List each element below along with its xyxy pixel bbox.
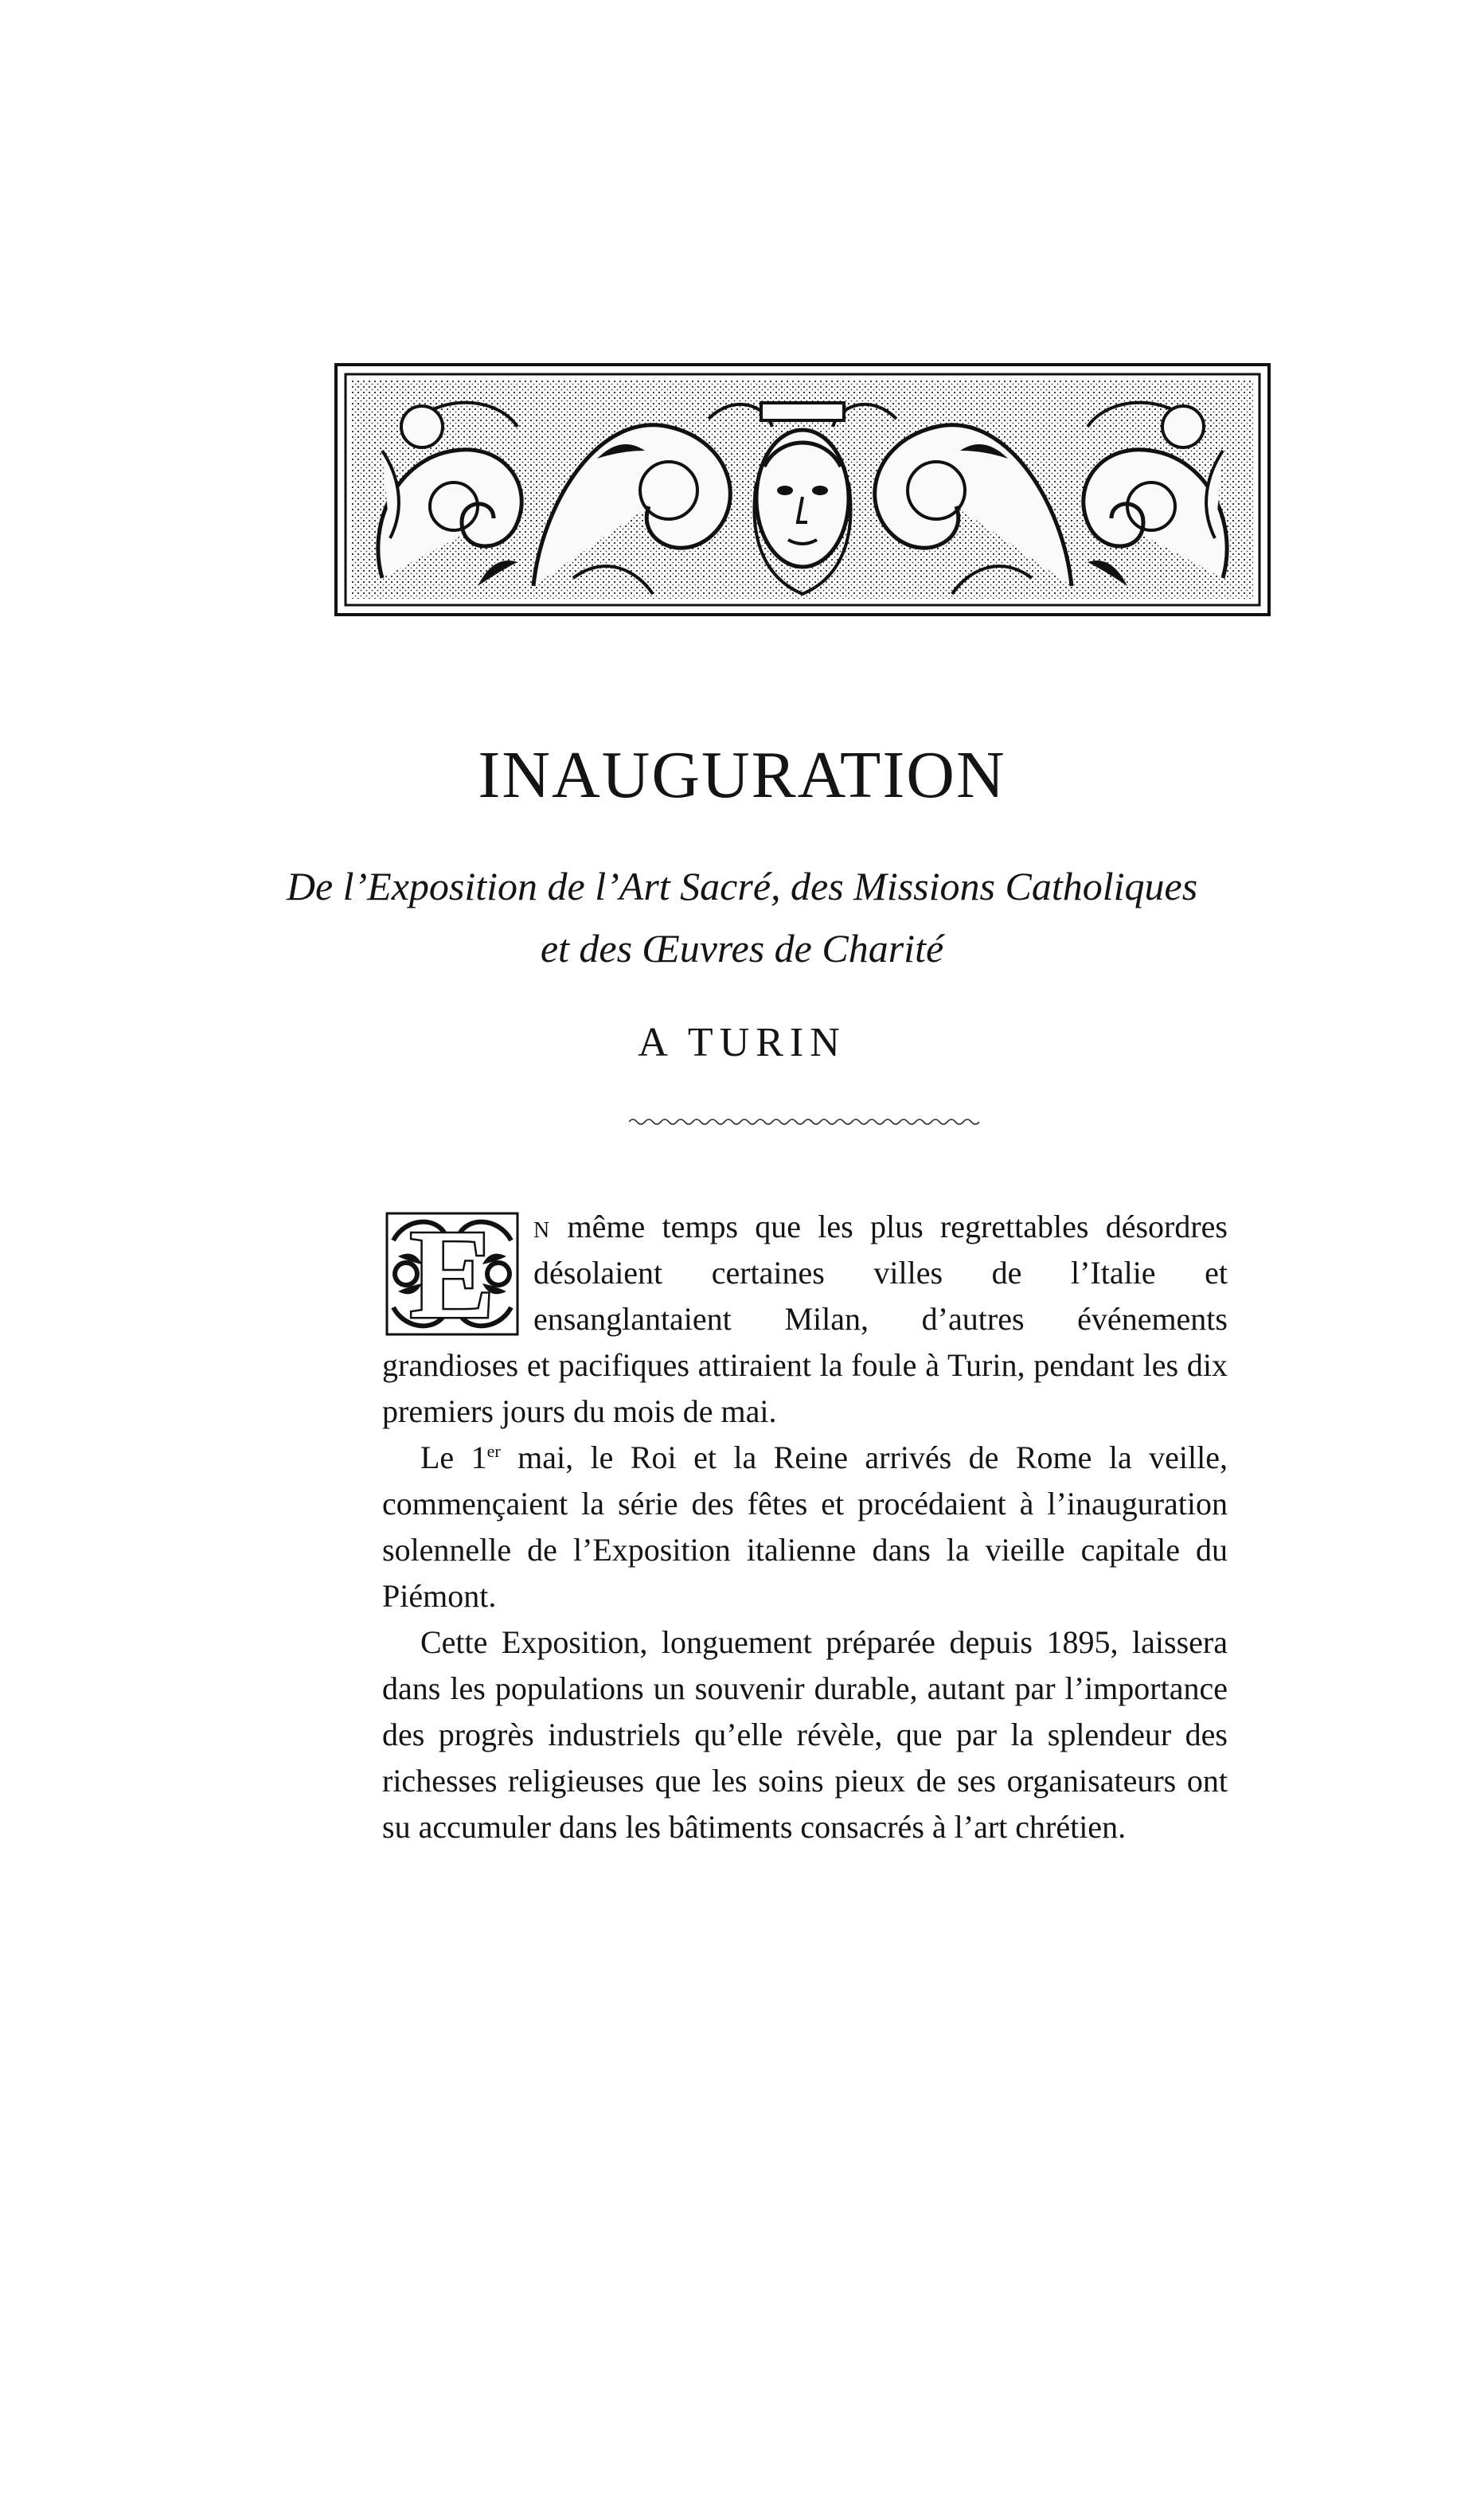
paragraph-2 bbox=[382, 1435, 1228, 1619]
place-title: A TURIN bbox=[638, 1020, 846, 1065]
body-text bbox=[382, 1204, 1228, 1850]
paragraph-2-lead: Le 1 bbox=[420, 1440, 487, 1475]
dropcap-letter: E bbox=[409, 1203, 495, 1345]
paragraph-1 bbox=[382, 1204, 1228, 1435]
subtitle-line-1: De l’Exposition de l’Art Sacré, des Missions Catholiques bbox=[286, 864, 1198, 908]
ornamental-headpiece-icon bbox=[334, 363, 1271, 616]
subtitle-line-2: et des Œuvres de Charité bbox=[540, 926, 944, 971]
paragraph-1-text: même temps que les plus regrettables désordres désolaient certaines villes de l’Italie et ensanglantaient Milan, d’autres événements grandioses et pacifiques attiraient la foule à Turin, pendant les dix premiers jours du mois de mai. bbox=[382, 1209, 1228, 1429]
paragraph-3: Cette Exposition, longuement préparée depuis 1895, laissera dans les populations un souvenir durable, autant par l’importance des progrès industriels qu’elle révèle, que par la splendeur des richesses religieuses que les soins pieux de ses organisateurs ont su accumuler dans les bâtiments consacrés à l’art chrétien. bbox=[382, 1624, 1228, 1845]
ornamental-dropcap-icon bbox=[382, 1203, 522, 1345]
page-title: INAUGURATION bbox=[478, 738, 1006, 812]
ordinal-superscript: er bbox=[486, 1441, 501, 1461]
paragraph-2-text: mai, le Roi et la Reine arrivés de Rome la veille, commençaient la série des fêtes et procédaient à l’inauguration solennelle de l’Exposition italienne dans la vieille capitale du Piémont. bbox=[382, 1440, 1228, 1614]
dropcap-lead: n bbox=[533, 1209, 551, 1244]
wavy-rule-icon bbox=[629, 1116, 979, 1127]
